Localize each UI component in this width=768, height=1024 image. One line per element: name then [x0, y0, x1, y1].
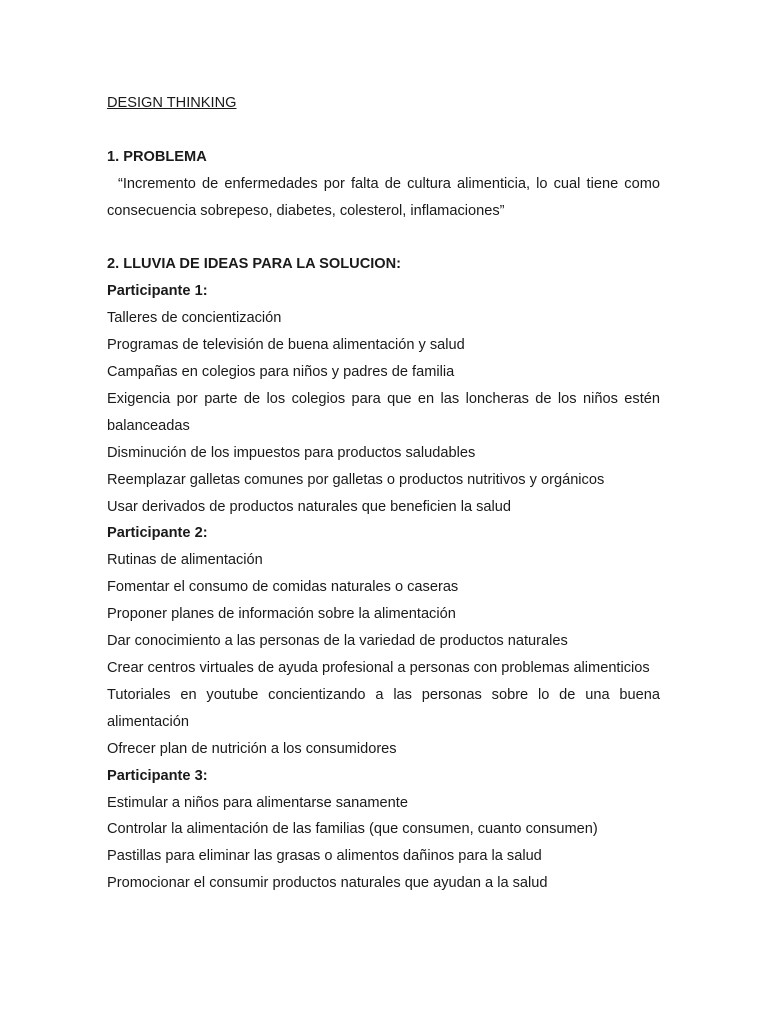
idea-item: Tutoriales en youtube concientizando a las personas sobre lo de una buena alimentación — [107, 686, 660, 730]
participant-label: Participante 1: — [107, 283, 208, 300]
idea-item: Fomentar el consumo de comidas naturales o caseras — [107, 579, 459, 596]
idea-item: Talleres de concientización — [107, 310, 282, 327]
problem-heading: 1. PROBLEMA — [107, 148, 207, 165]
participant-block-3 — [107, 763, 660, 898]
idea-item: Programas de televisión de buena alimentación y salud — [107, 337, 465, 354]
idea-item: Estimular a niños para alimentarse sanamente — [107, 794, 408, 811]
participant-block-2 — [107, 520, 660, 762]
idea-item: Exigencia por parte de los colegios para que en las loncheras de los niños estén balanceadas — [107, 390, 660, 434]
idea-item: Pastillas para eliminar las grasas o alimentos dañinos para la salud — [107, 848, 542, 865]
idea-item: Ofrecer plan de nutrición a los consumidores — [107, 740, 397, 757]
idea-item: Promocionar el consumir productos naturales que ayudan a la salud — [107, 875, 548, 892]
idea-item: Campañas en colegios para niños y padres de familia — [107, 364, 455, 381]
document-title: DESIGN THINKING — [107, 95, 237, 111]
participant-label: Participante 3: — [107, 767, 208, 784]
participant-block-1 — [107, 278, 660, 520]
idea-item: Reemplazar galletas comunes por galletas o productos nutritivos y orgánicos — [107, 471, 605, 488]
brainstorm-heading: 2. LLUVIA DE IDEAS PARA LA SOLUCION: — [107, 256, 402, 273]
document-page — [107, 90, 660, 897]
idea-item: Disminución de los impuestos para productos saludables — [107, 444, 476, 461]
idea-item: Crear centros virtuales de ayuda profesional a personas con problemas alimenticios — [107, 660, 650, 676]
idea-item: Usar derivados de productos naturales que beneficien la salud — [107, 498, 512, 515]
participant-label: Participante 2: — [107, 525, 208, 542]
idea-item: Controlar la alimentación de las familias (que consumen, cuanto consumen) — [107, 821, 598, 838]
idea-item: Proponer planes de información sobre la alimentación — [107, 606, 456, 623]
problem-statement: “Incremento de enfermedades por falta de cultura alimenticia, lo cual tiene como consecuencia sobrepeso, diabetes, colesterol, inflamaciones” — [107, 175, 660, 219]
idea-item: Rutinas de alimentación — [107, 552, 263, 569]
idea-item: Dar conocimiento a las personas de la variedad de productos naturales — [107, 633, 568, 650]
